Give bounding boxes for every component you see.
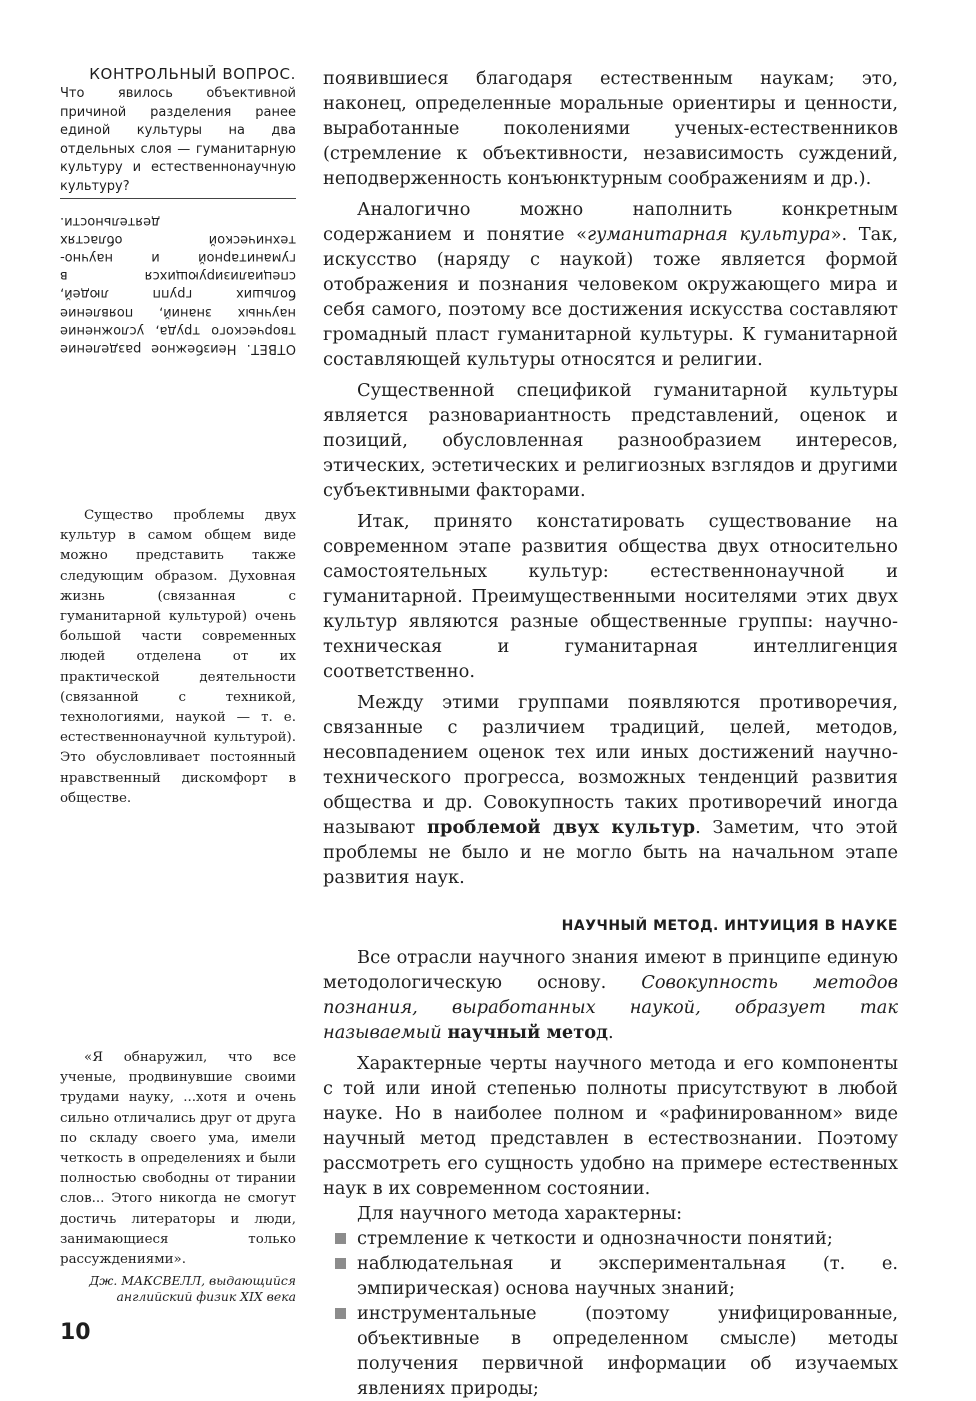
list-item: наблюдательная и экспериментальная (т. е. эмпирическая) основа научных знаний; [323, 1251, 898, 1301]
paragraph-6-start: Все отрасли научного знания имеют в принципе единую методологическую основу. [323, 947, 898, 993]
section-heading: НАУЧНЫЙ МЕТОД. ИНТУИЦИЯ В НАУКЕ [561, 918, 898, 934]
list-item: стремление к четкости и однозначности понятий; [323, 1226, 898, 1251]
control-question [60, 64, 296, 196]
quote-author [60, 1273, 296, 1305]
page-number: 10 [60, 1320, 91, 1345]
paragraph-2-start: Аналогично можно наполнить конкретным содержанием и понятие « [323, 199, 898, 245]
answer-upside-down [60, 212, 296, 357]
square-bullet-icon [335, 1258, 346, 1269]
sidebar-divider [60, 198, 296, 199]
answer-text [60, 211, 296, 357]
sidebar-note-text: Существо проблемы двух культур в самом общем виде можно представить также следующим образом. Духовная жизнь (связанная с гуманитарной культурой) очень большой части современных людей отделена от их практической деятельности (связанной с техникой, технологиями, наукой — т. е. естественнонаучной культурой). Это обусловливает постоянный нравственный дискомфорт в обществе. [60, 508, 296, 806]
scientific-method-definition: Совокупность методов познания, выработанных наукой, образует так называемый [323, 972, 898, 1043]
paragraph-5-end: . Заметим, что этой проблемы не было и не могло быть на начальном этапе развития наук. [323, 817, 899, 888]
term-two-cultures-problem: проблемой двух культур [427, 817, 696, 838]
paragraph-4: Итак, принято констатировать существование на современном этапе развития общества двух относительно самостоятельных культур: естественнонаучной и гуманитарной. Преимущественными носителями этих двух культур являются разные общественные группы: научно-техническая и гуманитарная интеллигенция соответственно. [323, 511, 898, 682]
paragraph-6: Все отрасли научного знания имеют в принципе единую методологическую основу. Совокупность методов познания, выработанных наукой, образует так называемый научный метод. [323, 947, 898, 1043]
main-column [323, 66, 898, 1401]
square-bullet-icon [335, 1233, 346, 1244]
control-question-text: Что явилось объективной причиной разделения ранее единой культуры на два отдельных слоя — гуманитарную культуру и естественнонаучную культуру? [60, 86, 296, 194]
paragraph-3: Существенной спецификой гуманитарной культуры является разновариантность представлений, оценок и позиций, обусловленная разнообразием интересов, этических, эстетических и религиозных взглядов и другими субъективными факторами. [323, 380, 898, 501]
answer-body: Неизбежное разделение творческого труда, усложнение научных знаний, появление больших групп людей, специализирующихся в гуманитарной и научно-технической областях деятельности. [60, 213, 296, 356]
quote-author-line-1: Дж. МАКСВЕЛЛ, выдающийся [89, 1273, 296, 1289]
term-scientific-method: научный метод [447, 1022, 608, 1043]
square-bullet-icon [335, 1308, 346, 1319]
answer-label: ОТВЕТ. [246, 341, 296, 356]
paragraph-8: Для научного метода характерны: [357, 1203, 683, 1224]
term-humanitarian-culture: гуманитарная культура [587, 224, 831, 245]
sidebar-note [60, 506, 296, 809]
paragraph-5 [323, 690, 898, 890]
quote-author-line-2: английский физик XIX века [116, 1289, 296, 1305]
sidebar-quote [60, 1048, 296, 1305]
characteristics-list [323, 1226, 898, 1401]
quote-text: «Я обнаружил, что все ученые, продвинувшие своими трудами науку, ...хотя и очень сильно отличались друг от друга по складу своего ума, имели четкость в определениях и были полностью свободны от тирании слов... Этого никогда не смогут достичь литераторы и люди, занимающиеся только рассуждениями». [60, 1050, 296, 1268]
paragraph-2 [323, 197, 898, 372]
paragraph-5-start: Между этими группами появляются противоречия, связанные с различием традиций, целей, методов, несовпадением оценок тех или иных достижений научно-технического прогресса, возможных тенденций развития общества и др. Совокупность таких противоречий иногда называют [323, 692, 898, 838]
list-item: инструментальные (поэтому унифицированные, объективные в определенном смысле) методы получения первичной информации об изучаемых явлениях природы; [323, 1301, 898, 1401]
paragraph-2-end: ». Так, искусство (наряду с наукой) тоже является формой отображения и познания человеком окружающего мира и себя самого, поэтому все достижения искусства составляют громадный пласт гуманитарной культуры. К гуманитарной составляющей культуры относятся и религии. [323, 224, 898, 370]
control-question-heading: КОНТРОЛЬНЫЙ ВОПРОС. [89, 65, 296, 83]
paragraph-7: Характерные черты научного метода и его компоненты с той или иной степенью полноты присутствуют в любой науке. Но в наиболее полном и «рафинированном» виде научный метод представлен в естествознании. Поэтому рассмотреть его сущность удобно на примере естественных наук в их современном состоянии. [323, 1053, 898, 1199]
paragraph-1: появившиеся благодаря естественным наукам; это, наконец, определенные моральные ориентиры и ценности, выработанные поколениями ученых-естественников (стремление к объективности, независимость суждений, неподверженность конъюнктурным соображениям и др.). [323, 68, 898, 189]
